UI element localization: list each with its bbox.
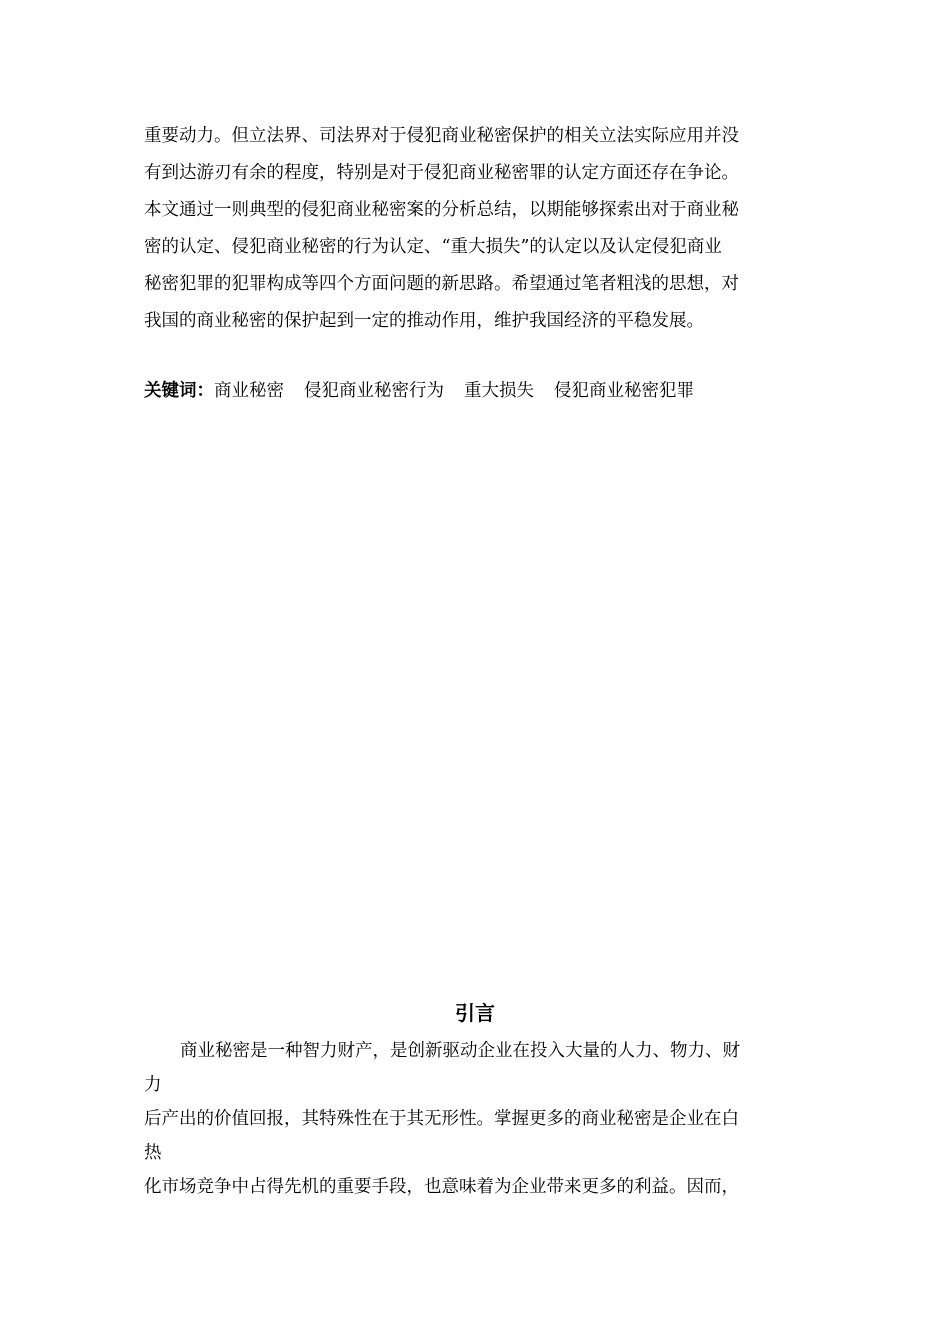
abstract-paragraph: [144, 118, 804, 340]
keyword-term: 侵犯商业秘密行为: [304, 381, 444, 401]
abstract-line: 重要动力。但立法界、司法界对于侵犯商业秘密保护的相关立法实际应用并没: [144, 126, 739, 146]
keyword-term: 商业秘密: [214, 381, 284, 401]
keywords-label: 关键词：: [144, 381, 214, 401]
abstract-line: 密的认定、侵犯商业秘密的行为认定、“重大损失”的认定以及认定侵犯商业: [144, 237, 722, 257]
intro-line: 热: [144, 1143, 162, 1163]
intro-line: 商业秘密是一种智力财产，是创新驱动企业在投入大量的人力、物力、财: [180, 1041, 740, 1061]
intro-line: 化市场竞争中占得先机的重要手段，也意味着为企业带来更多的利益。因而，: [144, 1177, 739, 1197]
introduction-paragraph: [144, 1034, 804, 1204]
abstract-line: 有到达游刃有余的程度，特别是对于侵犯商业秘密罪的认定方面还存在争论。: [144, 163, 739, 183]
section-heading: 引言: [455, 1001, 495, 1025]
keywords-line: [144, 376, 714, 406]
keyword-term: 侵犯商业秘密犯罪: [554, 381, 694, 401]
intro-line: 后产出的价值回报，其特殊性在于其无形性。掌握更多的商业秘密是企业在白: [144, 1109, 739, 1129]
abstract-line: 本文通过一则典型的侵犯商业秘密案的分析总结，以期能够探索出对于商业秘: [144, 200, 739, 220]
intro-line: 力: [144, 1075, 162, 1095]
abstract-line: 秘密犯罪的犯罪构成等四个方面问题的新思路。希望通过笔者粗浅的思想，对: [144, 274, 739, 294]
keyword-term: 重大损失: [464, 381, 534, 401]
abstract-line: 我国的商业秘密的保护起到一定的推动作用，维护我国经济的平稳发展。: [144, 311, 704, 331]
